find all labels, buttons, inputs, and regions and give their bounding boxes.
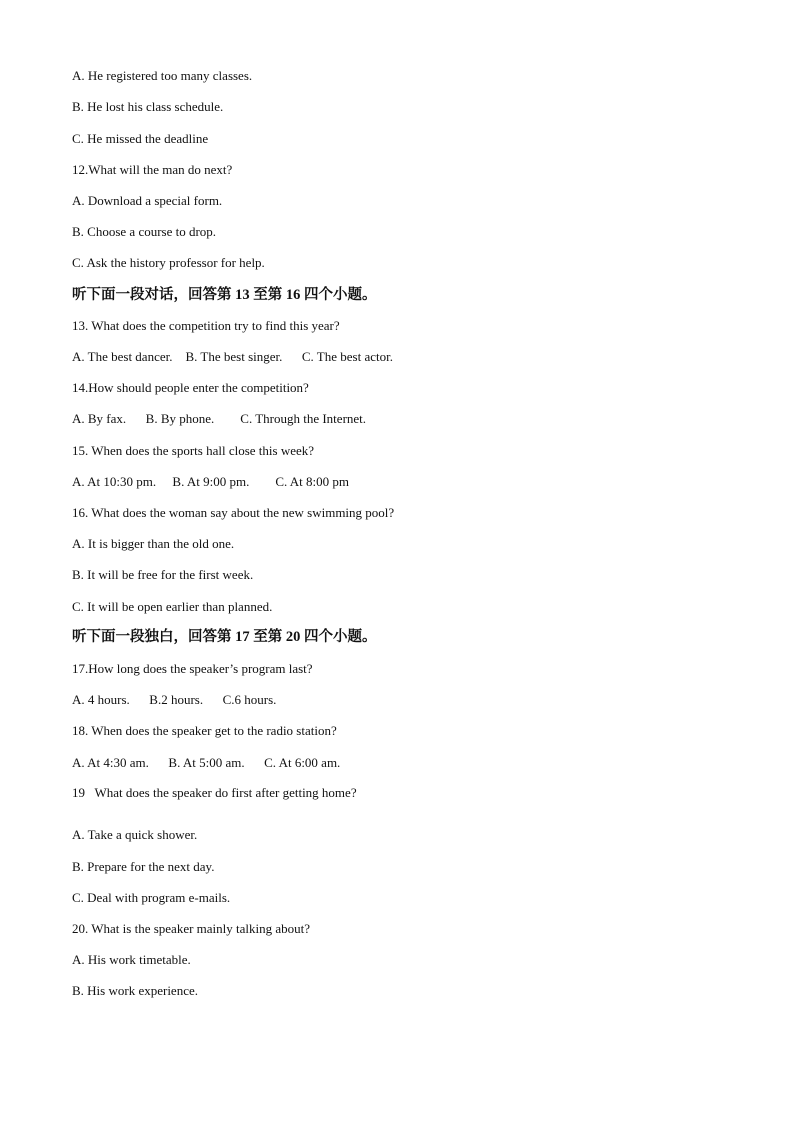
options-15: A. At 10:30 pm. B. At 9:00 pm. C. At 8:00 pm <box>72 474 349 489</box>
question-18: 18. When does the speaker get to the radio station? <box>72 723 337 738</box>
question-12: 12.What will the man do next? <box>72 162 233 177</box>
section-heading-17-20: 听下面一段独白，回答第 17 至第 20 四个小题。 <box>72 629 377 645</box>
line-q12-c: C. Ask the history professor for help. <box>72 255 265 270</box>
line-q11-a: A. He registered too many classes. <box>72 68 253 83</box>
question-14: 14.How should people enter the competition? <box>72 380 309 395</box>
options-14: A. By fax. B. By phone. C. Through the Internet. <box>72 411 367 426</box>
options-13: A. The best dancer. B. The best singer. C. The best actor. <box>72 349 393 364</box>
line-q20-b: B. His work experience. <box>72 983 198 998</box>
options-17: A. 4 hours. B.2 hours. C.6 hours. <box>72 692 277 707</box>
line-q11-c: C. He missed the deadline <box>72 131 209 146</box>
line-q16-a: A. It is bigger than the old one. <box>72 536 235 551</box>
line-q12-a: A. Download a special form. <box>72 193 223 208</box>
question-20: 20. What is the speaker mainly talking about? <box>72 921 311 936</box>
line-q20-a: A. His work timetable. <box>72 952 191 967</box>
line-q19-b: B. Prepare for the next day. <box>72 859 215 874</box>
line-q12-b: B. Choose a course to drop. <box>72 224 217 239</box>
question-17: 17.How long does the speaker’s program last? <box>72 661 313 676</box>
section-heading-13-16: 听下面一段对话，回答第 13 至第 16 四个小题。 <box>72 287 377 303</box>
line-q19-c: C. Deal with program e-mails. <box>72 890 231 905</box>
line-q16-c: C. It will be open earlier than planned. <box>72 599 273 614</box>
question-13: 13. What does the competition try to find this year? <box>72 318 340 333</box>
question-19: 19 What does the speaker do first after getting home? <box>72 785 357 800</box>
line-q16-b: B. It will be free for the first week. <box>72 567 254 582</box>
question-16: 16. What does the woman say about the new swimming pool? <box>72 505 395 520</box>
question-15: 15. When does the sports hall close this week? <box>72 443 315 458</box>
options-18: A. At 4:30 am. B. At 5:00 am. C. At 6:00 am. <box>72 755 341 770</box>
line-q11-b: B. He lost his class schedule. <box>72 99 224 114</box>
line-q19-a: A. Take a quick shower. <box>72 827 198 842</box>
